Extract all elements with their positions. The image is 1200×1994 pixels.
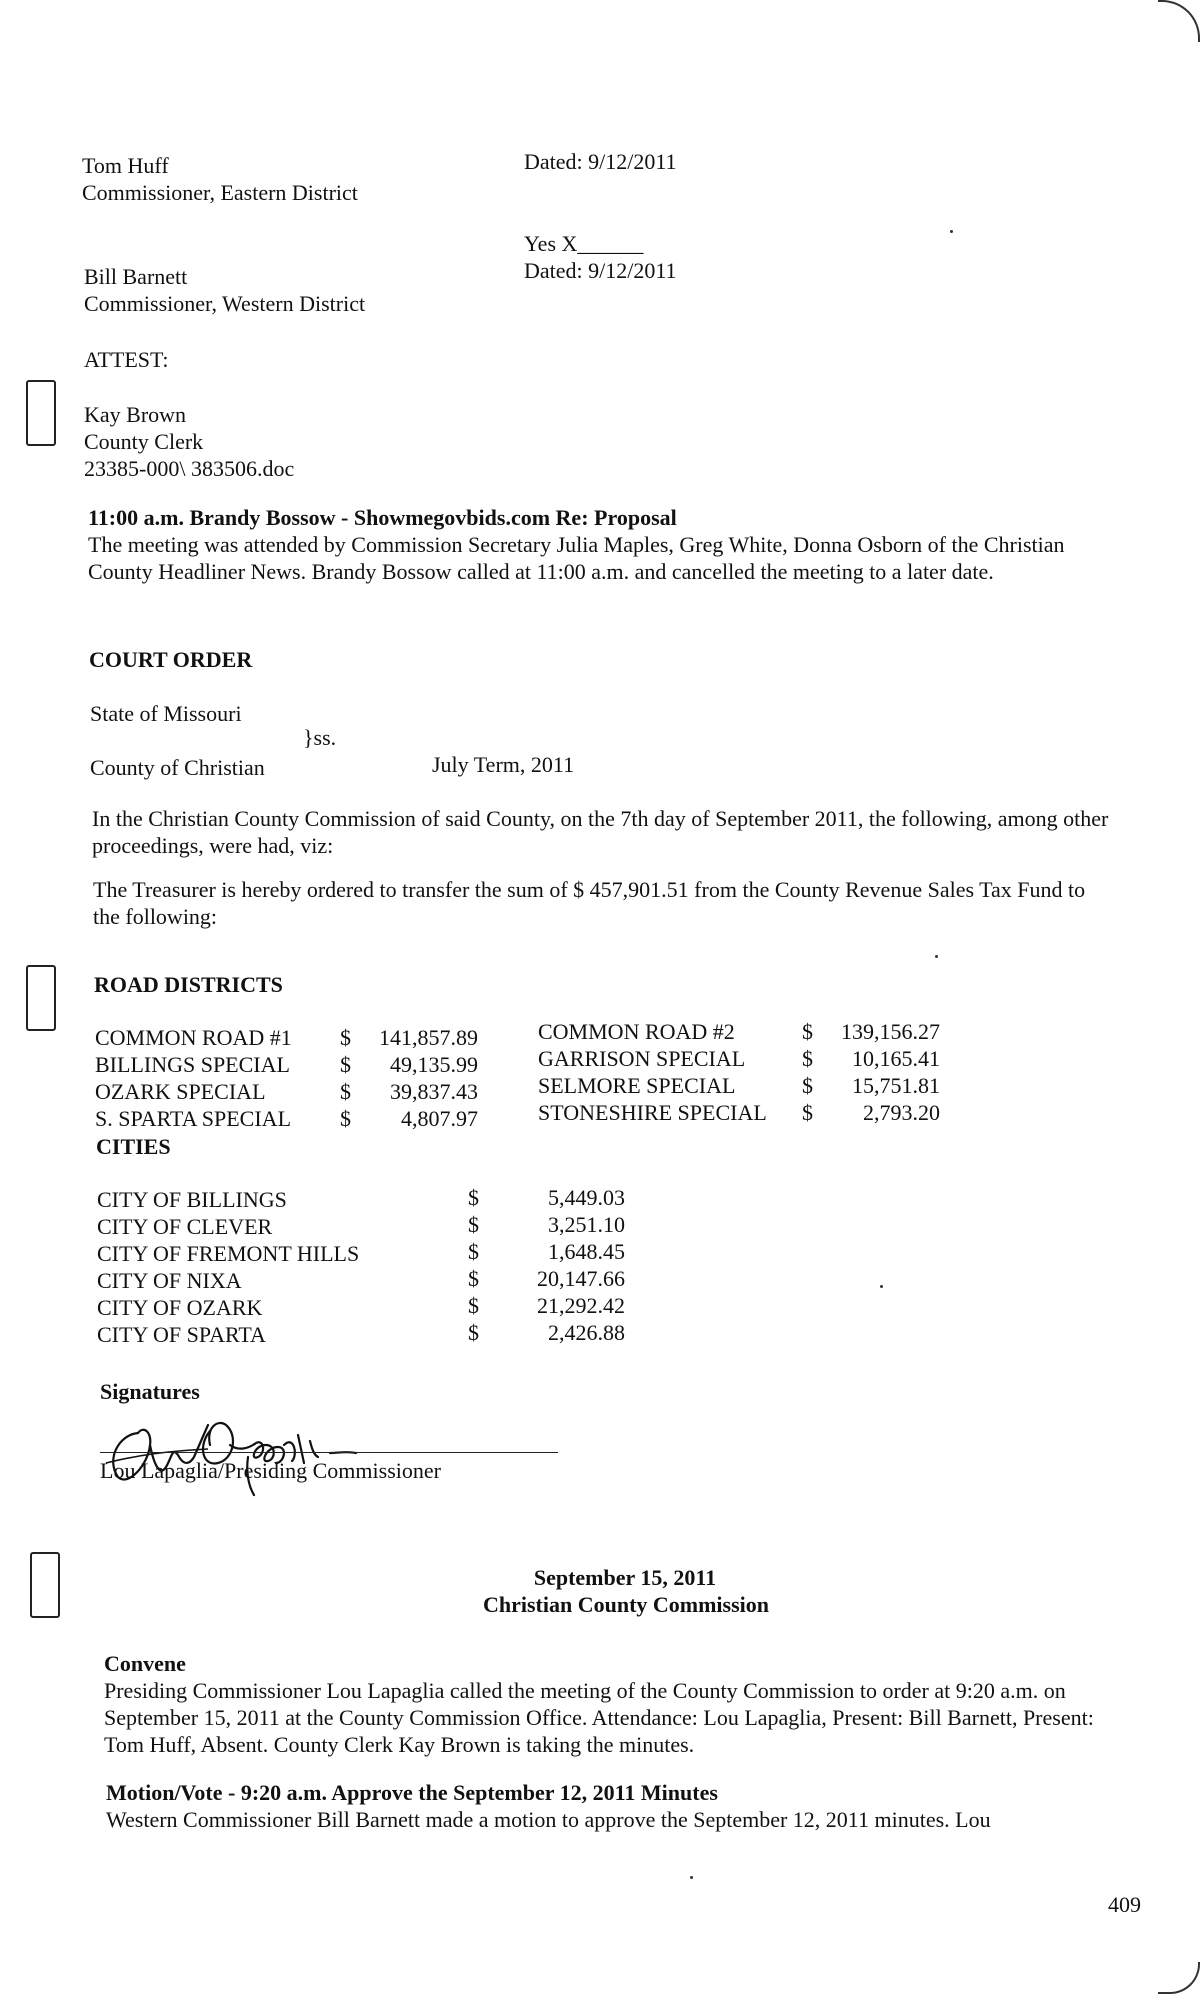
district-amount: 10,165.41 (852, 1046, 940, 1071)
city-amount: 3,251.10 (548, 1212, 625, 1237)
currency-symbol: $ (802, 1100, 813, 1125)
section-heading: Signatures (100, 1379, 200, 1404)
currency-symbol: $ (802, 1073, 813, 1098)
city-amount: 21,292.42 (537, 1293, 625, 1318)
attest-label: ATTEST: (84, 347, 169, 372)
section-heading: CITIES (96, 1134, 171, 1159)
commissioner-title: Commissioner, Western District (84, 291, 366, 316)
commissioner-name: Bill Barnett (84, 264, 188, 289)
section-heading: Motion/Vote - 9:20 a.m. Approve the September 12, 2011 Minutes (106, 1780, 718, 1805)
meeting-date: September 15, 2011 (533, 1565, 717, 1590)
paragraph: The meeting was attended by Commission Secretary Julia Maples, Greg White, Donna Osborn of the Christian County Headliner News. Brandy Bossow called at 11:00 a.m. and cancelled the meeting to a later date. (88, 532, 1065, 584)
ss-brace: }ss. (303, 725, 337, 750)
section-heading: COURT ORDER (89, 647, 253, 672)
city-amount: 2,426.88 (548, 1320, 625, 1345)
district-amount: 4,807.97 (401, 1106, 478, 1131)
district-name: COMMON ROAD #2 (538, 1019, 735, 1044)
page-corner-top (1158, 0, 1200, 42)
currency-symbol: $ (802, 1019, 813, 1044)
scan-speck (690, 1876, 693, 1879)
district-amount: 141,857.89 (379, 1025, 478, 1050)
city-name: CITY OF OZARK (97, 1295, 263, 1320)
scan-speck (950, 230, 953, 233)
page-number: 409 (1108, 1892, 1141, 1917)
district-name: SELMORE SPECIAL (538, 1073, 736, 1098)
signature-line (100, 1452, 558, 1453)
state-line: State of Missouri (90, 701, 242, 726)
margin-bracket (26, 380, 56, 446)
page-corner-bottom (1158, 1962, 1200, 1994)
currency-symbol: $ (340, 1025, 351, 1050)
county-line: County of Christian (90, 755, 265, 780)
currency-symbol: $ (468, 1266, 479, 1291)
city-name: CITY OF CLEVER (97, 1214, 273, 1239)
commissioner-name: Tom Huff (82, 153, 169, 178)
district-name: COMMON ROAD #1 (95, 1025, 292, 1050)
margin-bracket (26, 965, 56, 1031)
commissioner-title: Commissioner, Eastern District (82, 180, 358, 205)
currency-symbol: $ (468, 1212, 479, 1237)
term-line: July Term, 2011 (432, 752, 575, 777)
city-amount: 5,449.03 (548, 1185, 625, 1210)
signer-caption: Lou Lapaglia/Presiding Commissioner (100, 1458, 441, 1483)
meeting-body: Christian County Commission (482, 1592, 770, 1617)
scan-speck (935, 955, 938, 958)
city-name: CITY OF BILLINGS (97, 1187, 287, 1212)
district-name: STONESHIRE SPECIAL (538, 1100, 767, 1125)
district-name: BILLINGS SPECIAL (95, 1052, 290, 1077)
city-name: CITY OF SPARTA (97, 1322, 266, 1347)
district-name: GARRISON SPECIAL (538, 1046, 746, 1071)
district-name: S. SPARTA SPECIAL (95, 1106, 292, 1131)
clerk-title: County Clerk (84, 429, 204, 454)
currency-symbol: $ (468, 1293, 479, 1318)
paragraph: Western Commissioner Bill Barnett made a motion to approve the September 12, 2011 minutes. Lou (106, 1807, 991, 1832)
city-amount: 1,648.45 (548, 1239, 625, 1264)
currency-symbol: $ (468, 1185, 479, 1210)
city-amount: 20,147.66 (537, 1266, 625, 1291)
district-amount: 139,156.27 (841, 1019, 940, 1044)
paragraph: The Treasurer is hereby ordered to transfer the sum of $ 457,901.51 from the County Revenue Sales Tax Fund to the following: (93, 877, 1086, 929)
currency-symbol: $ (802, 1046, 813, 1071)
district-amount: 2,793.20 (863, 1100, 940, 1125)
dated-line: Dated: 9/12/2011 (524, 149, 677, 174)
dated-line: Dated: 9/12/2011 (524, 258, 677, 283)
district-amount: 39,837.43 (390, 1079, 478, 1104)
currency-symbol: $ (468, 1239, 479, 1264)
paragraph: Presiding Commissioner Lou Lapaglia called the meeting of the County Commission to order at 9:20 a.m. on September 15, 2011 at the County Commission Office. Attendance: Lou Lapaglia, Present: Bill Barnett, Present: Tom Huff, Absent. County Clerk Kay Brown is taking the minutes. (104, 1678, 1094, 1757)
city-name: CITY OF FREMONT HILLS (97, 1241, 360, 1266)
currency-symbol: $ (340, 1052, 351, 1077)
district-name: OZARK SPECIAL (95, 1079, 266, 1104)
currency-symbol: $ (468, 1320, 479, 1345)
district-amount: 49,135.99 (390, 1052, 478, 1077)
section-heading: 11:00 a.m. Brandy Bossow - Showmegovbids.com Re: Proposal (88, 505, 677, 530)
currency-symbol: $ (340, 1106, 351, 1131)
district-amount: 15,751.81 (852, 1073, 940, 1098)
clerk-name: Kay Brown (84, 402, 187, 427)
scan-speck (880, 1285, 883, 1288)
section-heading: ROAD DISTRICTS (94, 972, 283, 997)
document-reference: 23385-000\ 383506.doc (84, 456, 295, 481)
section-heading: Convene (104, 1651, 186, 1676)
currency-symbol: $ (340, 1079, 351, 1104)
yes-vote-mark: Yes X______ (524, 231, 644, 256)
paragraph: In the Christian County Commission of said County, on the 7th day of September 2011, the following, among other proceedings, were had, viz: (92, 806, 1109, 858)
city-name: CITY OF NIXA (97, 1268, 242, 1293)
